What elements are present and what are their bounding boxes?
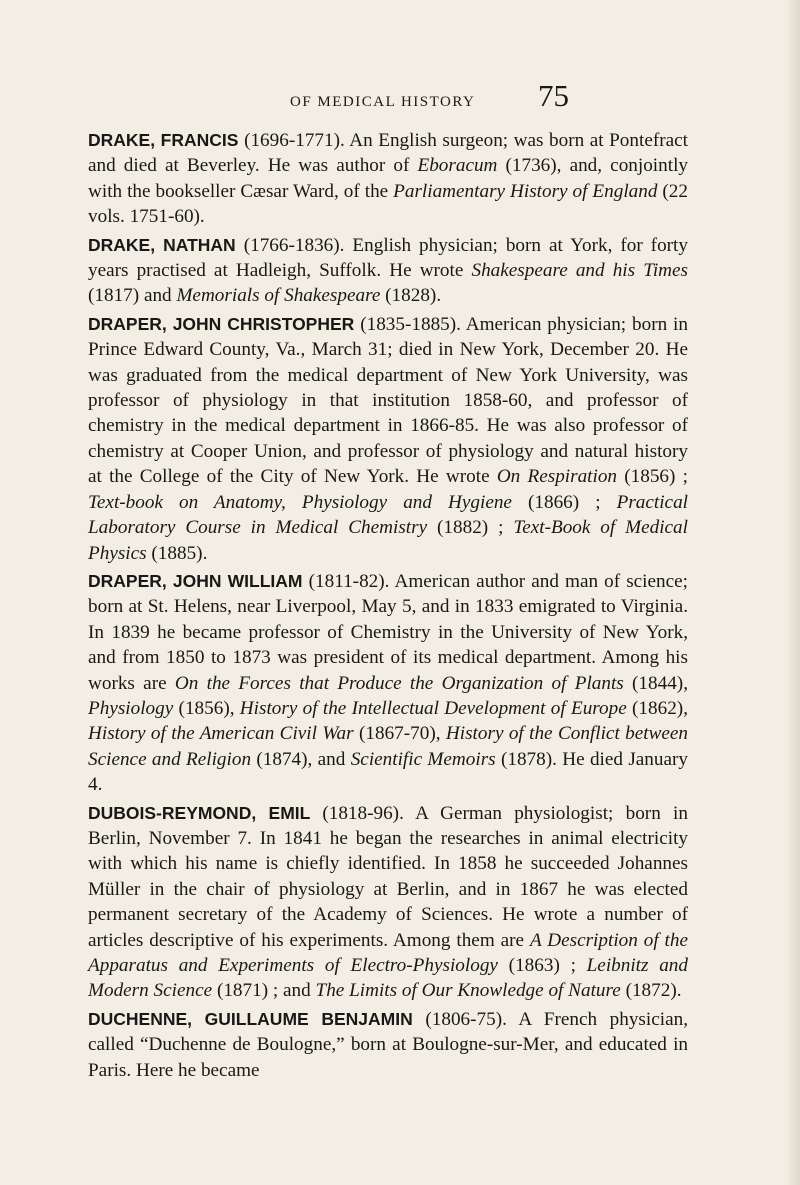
entry-text: English physician; born at York, for forty years practised at Hadleigh, Suffolk. He wrote — [88, 234, 688, 282]
entry-dates: (1696-1771). — [244, 130, 345, 151]
entry-text: (1862), — [626, 697, 688, 719]
dictionary-entry — [88, 1007, 688, 1083]
dictionary-entry — [88, 569, 688, 798]
work-title: History of the Conflict between Science and Religion — [88, 723, 689, 770]
dictionary-entry — [88, 801, 688, 1004]
work-title: Shakespeare and his Times — [471, 260, 688, 282]
page-body — [88, 128, 688, 1086]
entry-dates: (1835-1885). — [360, 313, 461, 335]
entry-text: An English surgeon; was born at Pontefract and died at Beverley. He was author of — [88, 130, 688, 177]
work-title: Parliamentary History of England — [393, 180, 658, 202]
work-title: The Limits of Our Knowledge of Nature — [315, 980, 621, 1002]
entry-dates: (1806-75). — [425, 1008, 507, 1030]
work-title: History of the American Civil War — [88, 723, 354, 745]
work-title: On the Forces that Produce the Organization of Plants — [174, 672, 624, 694]
work-title: Physiology — [88, 697, 174, 719]
entry-text: (1856) ; — [617, 466, 688, 488]
work-title: Leibnitz and Modern Science — [88, 955, 688, 1002]
work-title: Practical Laboratory Course in Medical Chemistry — [88, 491, 688, 539]
entry-heading: DRAPER, JOHN WILLIAM — [88, 570, 309, 591]
page-number: 75 — [538, 78, 569, 113]
entry-text: (1871) ; and — [212, 980, 316, 1002]
entry-text: (1872). — [620, 980, 682, 1002]
entry-heading: DUBOIS-REYMOND, EMIL — [88, 802, 323, 823]
entry-text: (22 vols. 1751-60). — [88, 180, 688, 228]
entry-heading: DUCHENNE, GUILLAUME BENJAMIN — [88, 1008, 426, 1029]
dictionary-entry — [88, 128, 688, 230]
entry-text: American physician; born in Prince Edward County, Va., March 31; died in New York, December 20. He was graduated from the medical department of New York University, was professor of physiology in that institution 1858-60, and professor of chemistry in the medical department in 1866-85. He was also professor of chemistry at Cooper Union, and professor of physiology and natural history at the College of the City of New York. He wrote — [88, 313, 688, 488]
work-title: Text-book on Anatomy, Physiology and Hygiene — [88, 491, 512, 513]
entry-text: (1866) ; — [511, 491, 617, 513]
work-title: On Respiration — [496, 466, 618, 488]
page-header — [0, 76, 800, 116]
entry-heading: DRAKE, FRANCIS — [88, 130, 245, 150]
work-title: A Description of the Apparatus and Experiments of Electro-Physiology — [88, 929, 688, 976]
entry-dates: (1811-82). — [308, 570, 390, 592]
entry-text: A French physician, called “Duchenne de Boulogne,” born at Boulogne-sur-Mer, and educated in Paris. Here he became — [88, 1008, 688, 1081]
entry-text: American author and man of science; born at St. Helens, near Liverpool, May 5, and in 1833 emigrated to Virginia. In 1839 he became professor of Chemistry in the University of New York, and from 1850 to 1873 was president of its medical department. Among his works are — [88, 570, 688, 694]
entry-text: A German physiologist; born in Berlin, November 7. In 1841 he began the researches in animal electricity with which his name is chiefly identified. In 1858 he succeeded Johannes Müller in the chair of physiology at Berlin, and in 1867 he was elected permanent secretary of the Academy of Sciences. He wrote a number of articles descriptive of his experiments. Among them are — [88, 802, 688, 951]
running-head: OF MEDICAL HISTORY — [290, 94, 476, 110]
entry-text: (1863) ; — [497, 955, 587, 976]
entry-text: (1828). — [380, 285, 442, 307]
work-title: Memorials of Shakespeare — [176, 285, 381, 307]
entry-text: (1856), — [173, 697, 240, 719]
entry-dates: (1818-96). — [322, 802, 404, 824]
work-title: Eboracum — [417, 155, 498, 177]
entry-text: (1867-70), — [353, 723, 446, 745]
entry-text: (1817) and — [88, 285, 177, 307]
entry-heading: DRAKE, NATHAN — [88, 234, 244, 255]
entry-text: (1844), — [623, 672, 688, 694]
dictionary-entry — [88, 312, 688, 566]
work-title: History of the Intellectual Development of Europe — [239, 697, 627, 719]
entry-text: (1882) ; — [427, 517, 514, 539]
work-title: Scientific Memoirs — [350, 748, 496, 770]
dictionary-entry — [88, 233, 688, 309]
entry-text: (1874), and — [251, 748, 351, 770]
work-title: Text-Book of Medical Physics — [88, 517, 688, 564]
entry-dates: (1766-1836). — [243, 234, 345, 256]
entry-heading: DRAPER, JOHN CHRISTOPHER — [88, 313, 361, 334]
entry-text: (1878). He died January 4. — [88, 748, 688, 796]
entry-text: (1885). — [146, 542, 208, 564]
page-edge-shadow — [786, 0, 800, 1185]
entry-text: (1736), and, conjointly with the bookseller Cæsar Ward, of the — [88, 155, 688, 202]
